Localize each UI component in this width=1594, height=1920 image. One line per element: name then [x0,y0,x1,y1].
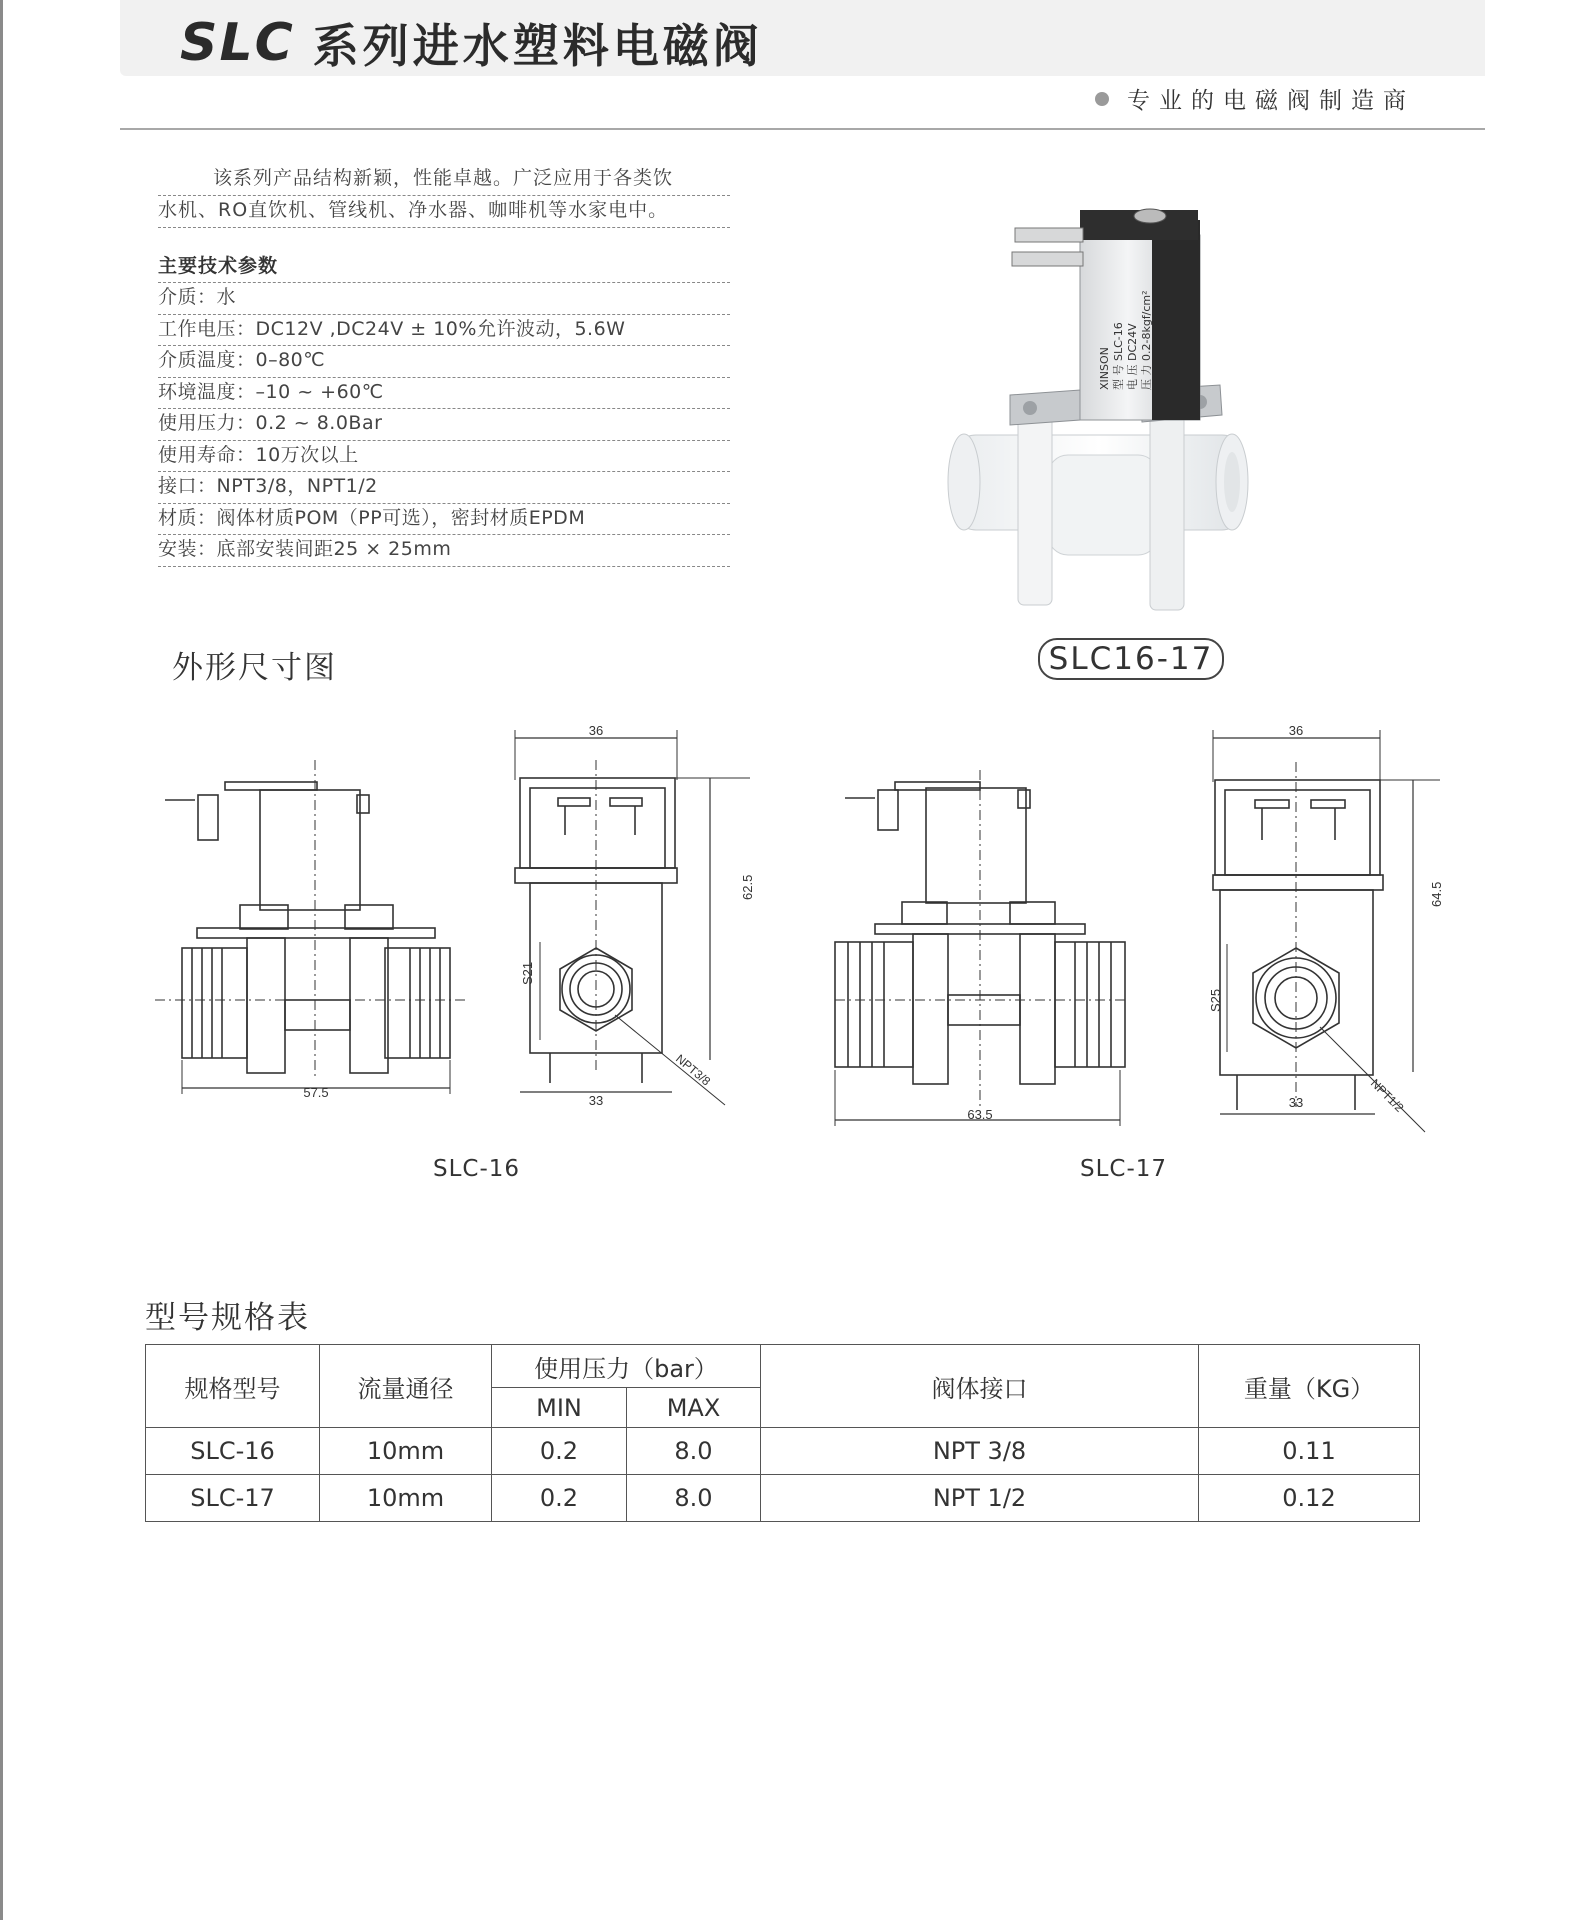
spec-row: 工作电压：DC12V ,DC24V ± 10%允许波动，5.6W [158,315,730,347]
header-divider [120,128,1485,130]
table-header: 阀体接口 [761,1345,1199,1428]
dim-label: 36 [1288,723,1304,738]
intro-line: 该系列产品结构新颖，性能卓越。广泛应用于各类饮 [158,164,730,196]
photo-label-line: 电 压 DC24V [1126,323,1139,390]
intro-line: 水机、RO直饮机、管线机、净水器、咖啡机等水家电中。 [158,196,730,228]
dim-label: 62.5 [740,874,755,900]
photo-label-line: 型 号 SLC-16 [1112,322,1125,390]
spec-row: 介质：水 [158,283,730,315]
table-cell: 10mm [320,1428,492,1475]
table-cell: 0.2 [492,1475,627,1522]
table-header: MIN [492,1388,627,1428]
title-brand: SLC [180,13,295,73]
table-cell: 0.11 [1199,1428,1420,1475]
table-header: 使用压力（bar） [492,1345,761,1388]
spec-row: 材质：阀体材质POM（PP可选），密封材质EPDM [158,504,730,536]
page-title [180,8,763,78]
spec-row: 接口：NPT3/8，NPT1/2 [158,472,730,504]
table-header: 规格型号 [146,1345,320,1428]
photo-label-line: 压 力 0.2-8kgf/cm² [1140,290,1153,390]
photo-label-line: XINSON [1098,347,1111,390]
model-badge: SLC16-17 [1038,638,1224,680]
dim-label: 36 [588,723,604,738]
bullet-dot-icon [1095,92,1109,106]
product-photo [930,190,1260,620]
spec-row: 环境温度：–10 ~ +60℃ [158,378,730,410]
table-cell: SLC-16 [146,1428,320,1475]
slc16-front-drawing [480,720,755,1108]
dim-label: 63.5 [967,1107,993,1122]
table-cell: NPT 3/8 [761,1428,1199,1475]
slc16-side-drawing [150,760,470,1105]
spec-heading: 主要技术参数 [158,252,730,283]
table-row [146,1475,1420,1522]
spec-row: 使用寿命：10万次以上 [158,441,730,473]
table-title: 型号规格表 [145,1300,310,1336]
table-cell: 0.2 [492,1428,627,1475]
dim-label: NPT3/8 [673,1051,714,1089]
slc17-side-drawing [830,770,1130,1135]
slc16-caption: SLC-16 [433,1156,521,1182]
page-edge [0,0,3,1920]
dim-label: 64.5 [1429,881,1444,907]
spec-table [145,1344,1420,1522]
table-header: MAX [627,1388,761,1428]
table-cell: 8.0 [627,1475,761,1522]
dim-label: 33 [1288,1095,1304,1110]
spec-row: 使用压力：0.2 ~ 8.0Bar [158,409,730,441]
table-cell: SLC-17 [146,1475,320,1522]
table-cell: 8.0 [627,1428,761,1475]
dim-label: 33 [588,1093,604,1108]
slc17-caption: SLC-17 [1080,1156,1168,1182]
table-row [146,1428,1420,1475]
dim-label: S21 [520,961,535,985]
table-cell: 0.12 [1199,1475,1420,1522]
spec-row: 介质温度：0–80℃ [158,346,730,378]
table-cell: 10mm [320,1475,492,1522]
spec-row: 安装：底部安装间距25 × 25mm [158,535,730,567]
table-header: 重量（KG） [1199,1345,1420,1428]
table-cell: NPT 1/2 [761,1475,1199,1522]
dim-label: S25 [1208,988,1223,1012]
dim-label: NPT1/2 [1367,1076,1407,1115]
tagline-text: 专业的电磁阀制造商 [1127,88,1415,114]
dimension-title: 外形尺寸图 [172,650,337,686]
spec-list [158,252,730,567]
slc17-front-drawing [1165,722,1445,1142]
dim-label: 57.5 [303,1085,329,1100]
tagline [1095,82,1415,115]
table-header: 流量通径 [320,1345,492,1428]
title-text: 系列进水塑料电磁阀 [312,19,763,73]
intro-paragraph [158,164,730,228]
